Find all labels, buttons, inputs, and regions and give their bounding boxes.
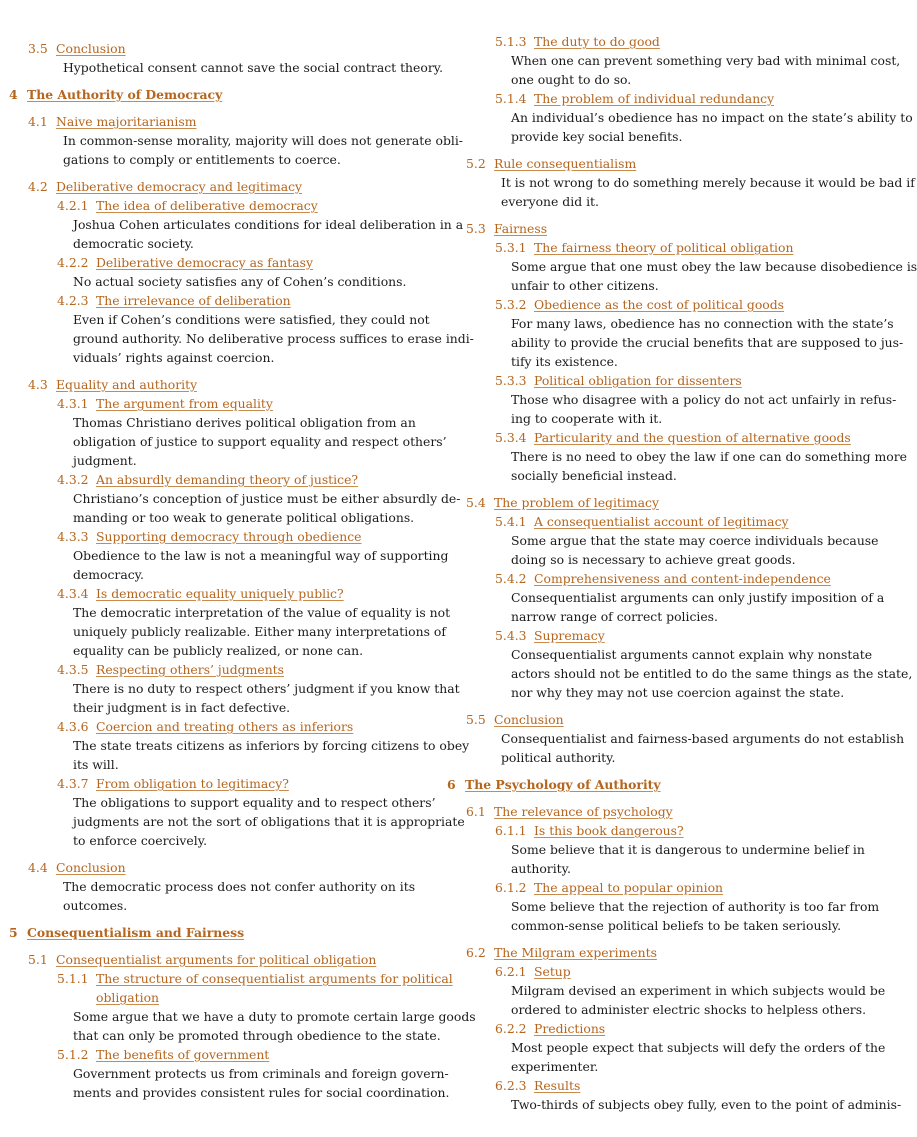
entry-summary-line: democratic society. — [73, 236, 194, 251]
toc-entry-number: 6.1 — [466, 804, 486, 819]
entry-summary-line: gations to comply or entitlements to coerce. — [63, 152, 341, 167]
toc-subsection-link[interactable] — [495, 569, 831, 588]
toc-entry-title: The problem of legitimacy — [494, 495, 659, 510]
toc-entry-title: Particularity and the question of alternative goods — [534, 430, 851, 445]
entry-summary-line: everyone did it. — [501, 194, 599, 209]
toc-entry-title: The fairness theory of political obligation — [534, 240, 794, 255]
toc-entry-title: From obligation to legitimacy? — [96, 776, 289, 791]
toc-entry-title: Deliberative democracy as fantasy — [96, 255, 313, 270]
entry-summary-line: There is no duty to respect others’ judgment if you know that — [73, 681, 460, 696]
toc-entry-number: 6.1.1 — [495, 823, 527, 838]
entry-summary-line: Milgram devised an experiment in which subjects would be — [511, 983, 886, 998]
toc-entry-title: Deliberative democracy and legitimacy — [56, 179, 303, 194]
entry-summary-line: Some believe that the rejection of authority is too far from — [511, 899, 880, 914]
entry-summary-line: The democratic process does not confer authority on its — [63, 879, 416, 894]
entry-summary-line: nor why they may not use coercion against the state. — [511, 685, 845, 700]
toc-entry-number: 6.2.2 — [495, 1021, 527, 1036]
entry-summary-line: political authority. — [501, 750, 616, 765]
toc-entry-number: 5.3.1 — [495, 240, 527, 255]
toc-subsection-link[interactable] — [495, 626, 605, 645]
toc-entry-number: 4 — [9, 87, 18, 102]
entry-summary-line: Joshua Cohen articulates conditions for ideal deliberation in a — [73, 217, 464, 232]
entry-summary-line: It is not wrong to do something merely because it would be bad if — [501, 175, 915, 190]
entry-summary-line: Government protects us from criminals and foreign govern- — [73, 1066, 449, 1081]
entry-summary-line: Consequentialist arguments cannot explain why nonstate — [511, 647, 873, 662]
entry-summary-line: Obedience to the law is not a meaningful way of supporting — [73, 548, 449, 563]
toc-subsection-link[interactable] — [57, 253, 313, 272]
entry-summary-line: that can only be promoted through obedience to the state. — [73, 1028, 441, 1043]
toc-entry-title: Comprehensiveness and content-independence — [534, 571, 831, 586]
entry-summary-line: democracy. — [73, 567, 144, 582]
toc-entry-number: 5.4.2 — [495, 571, 527, 586]
entry-summary-line: Most people expect that subjects will defy the orders of the — [511, 1040, 886, 1055]
toc-section-link[interactable] — [28, 375, 197, 394]
toc-entry-title: Consequentialism and Fairness — [27, 925, 245, 940]
toc-entry-title: The Milgram experiments — [494, 945, 657, 960]
toc-entry-title: Supporting democracy through obedience — [96, 529, 362, 544]
toc-subsection-link-continued[interactable]: obligation — [96, 990, 160, 1005]
toc-entry-number: 4.3.7 — [57, 776, 89, 791]
toc-entry-title: The idea of deliberative democracy — [96, 198, 318, 213]
toc-entry-number: 4.1 — [28, 114, 48, 129]
toc-entry-title: Obedience as the cost of political goods — [534, 297, 785, 312]
entry-summary-line: provide key social benefits. — [511, 129, 683, 144]
toc-entry-title: The relevance of psychology — [494, 804, 673, 819]
toc-entry-number: 6.2 — [466, 945, 486, 960]
toc-subsection-link[interactable] — [57, 291, 291, 310]
toc-entry-number: 4.4 — [28, 860, 48, 875]
toc-entry-number: 5.3.4 — [495, 430, 527, 445]
toc-entry-title: Respecting others’ judgments — [96, 662, 285, 677]
toc-chapter-link[interactable] — [9, 923, 244, 942]
toc-subsection-link[interactable] — [57, 196, 318, 215]
entry-summary-line: The obligations to support equality and to respect others’ — [73, 795, 436, 810]
toc-entry-number: 5.1.3 — [495, 34, 527, 49]
toc-entry-title: The structure of consequentialist arguments for political — [96, 971, 453, 986]
toc-entry-title: Political obligation for dissenters — [534, 373, 742, 388]
toc-entry-number: 4.2.2 — [57, 255, 89, 270]
toc-subsection-link[interactable] — [495, 371, 742, 390]
toc-subsection-link[interactable] — [495, 821, 684, 840]
entry-summary-line: authority. — [511, 861, 571, 876]
entry-summary-line: its will. — [73, 757, 119, 772]
toc-subsection-link[interactable] — [57, 1045, 269, 1064]
entry-summary-line: Some argue that we have a duty to promote certain large goods — [73, 1009, 476, 1024]
entry-summary-line: experimenter. — [511, 1059, 599, 1074]
entry-summary-line: Hypothetical consent cannot save the social contract theory. — [63, 60, 444, 75]
entry-summary-line: ability to provide the crucial benefits that are supposed to jus- — [511, 335, 904, 350]
toc-section-link[interactable] — [28, 858, 126, 877]
toc-subsection-link[interactable] — [495, 1076, 580, 1095]
toc-subsection-link[interactable] — [495, 32, 660, 51]
entry-summary-line: common-sense political beliefs to be taken seriously. — [511, 918, 842, 933]
entry-summary-line: ground authority. No deliberative process suffices to erase indi- — [73, 331, 474, 346]
toc-entry-number: 4.2 — [28, 179, 48, 194]
toc-entry-title: The argument from equality — [96, 396, 273, 411]
entry-summary-line: When one can prevent something very bad with minimal cost, — [511, 53, 901, 68]
toc-entry-title: Fairness — [494, 221, 548, 236]
toc-entry-title: Setup — [534, 964, 571, 979]
toc-entry-title: The irrelevance of deliberation — [96, 293, 291, 308]
toc-section-link[interactable] — [466, 493, 659, 512]
toc-entry-title: A consequentialist account of legitimacy — [534, 514, 789, 529]
entry-summary-line: narrow range of correct policies. — [511, 609, 718, 624]
toc-section-link[interactable] — [28, 950, 376, 969]
toc-entry-title: The duty to do good — [534, 34, 660, 49]
toc-entry-number: 5.4 — [466, 495, 486, 510]
toc-subsection-link[interactable] — [57, 969, 453, 988]
toc-subsection-link[interactable] — [57, 584, 344, 603]
toc-entry-number: 4.2.3 — [57, 293, 89, 308]
toc-entry-number: 5.1 — [28, 952, 48, 967]
toc-entry-number: 4.3.3 — [57, 529, 89, 544]
entry-summary-line: to enforce coercively. — [73, 833, 208, 848]
entry-summary-line: judgment. — [73, 453, 137, 468]
toc-entry-number: 5.1.2 — [57, 1047, 89, 1062]
entry-summary-line: outcomes. — [63, 898, 128, 913]
toc-entry-number: 4.3 — [28, 377, 48, 392]
toc-section-link[interactable] — [466, 219, 547, 238]
toc-subsection-link[interactable] — [495, 295, 784, 314]
toc-subsection-link[interactable] — [495, 428, 851, 447]
toc-entry-title: Rule consequentialism — [494, 156, 637, 171]
toc-entry-number: 6 — [447, 777, 456, 792]
toc-entry-number: 4.3.6 — [57, 719, 89, 734]
entry-summary-line: Christiano’s conception of justice must be either absurdly de- — [73, 491, 461, 506]
toc-subsection-link[interactable] — [495, 89, 774, 108]
entry-summary-line: For many laws, obedience has no connection with the state’s — [511, 316, 894, 331]
entry-summary-line: Some argue that one must obey the law because disobedience is — [511, 259, 917, 274]
entry-summary-line: Those who disagree with a policy do not act unfairly in refus- — [511, 392, 897, 407]
toc-entry-title: Is democratic equality uniquely public? — [96, 586, 344, 601]
entry-summary-line: uniquely publicly realizable. Either many interpretations of — [73, 624, 446, 639]
toc-entry-number: 3.5 — [28, 41, 48, 56]
toc-entry-title: The Authority of Democracy — [27, 87, 223, 102]
toc-entry-title: Conclusion — [56, 860, 126, 875]
entry-summary-line: judgments are not the sort of obligations that it is appropriate — [73, 814, 465, 829]
toc-section-link[interactable] — [466, 802, 673, 821]
entry-summary-line: ordered to administer electric shocks to helpless others. — [511, 1002, 867, 1017]
entry-summary-line: Two-thirds of subjects obey fully, even to the point of adminis- — [511, 1097, 902, 1112]
toc-entry-number: 4.2.1 — [57, 198, 89, 213]
entry-summary-line: The democratic interpretation of the value of equality is not — [73, 605, 451, 620]
entry-summary-line: Consequentialist arguments can only justify imposition of a — [511, 590, 885, 605]
toc-entry-title: An absurdly demanding theory of justice? — [96, 472, 359, 487]
toc-entry-number: 6.2.1 — [495, 964, 527, 979]
toc-entry-number: 4.3.2 — [57, 472, 89, 487]
toc-subsection-link[interactable] — [57, 660, 284, 679]
toc-chapter-link[interactable] — [9, 85, 222, 104]
toc-section-link[interactable] — [466, 710, 564, 729]
entry-summary-line: one ought to do so. — [511, 72, 632, 87]
entry-summary-line: obligation of justice to support equality and respect others’ — [73, 434, 447, 449]
toc-entry-title: Supremacy — [534, 628, 605, 643]
entry-summary-line: equality can be publicly realized, or none can. — [73, 643, 364, 658]
entry-summary-line: manding or too weak to generate political obligations. — [73, 510, 415, 525]
toc-entry-title: Conclusion — [494, 712, 564, 727]
toc-entry-title: Results — [534, 1078, 581, 1093]
entry-summary-line: their judgment is in fact defective. — [73, 700, 291, 715]
toc-entry-number: 5.1.1 — [57, 971, 89, 986]
entry-summary-line: Thomas Christiano derives political obligation from an — [73, 415, 416, 430]
entry-summary-line: ments and provides consistent rules for social coordination. — [73, 1085, 450, 1100]
entry-summary-line: viduals’ rights against coercion. — [73, 350, 275, 365]
toc-entry-number: 6.1.2 — [495, 880, 527, 895]
toc-subsection-link[interactable] — [57, 527, 362, 546]
toc-entry-number: 5.2 — [466, 156, 486, 171]
entry-summary-line: actors should not be entitled to do the same things as the state, — [511, 666, 913, 681]
entry-summary-line: There is no need to obey the law if one can do something more — [511, 449, 908, 464]
toc-entry-number: 5 — [9, 925, 18, 940]
entry-summary-line: Even if Cohen’s conditions were satisfied, they could not — [73, 312, 430, 327]
entry-summary-line: An individual’s obedience has no impact on the state’s ability to — [511, 110, 913, 125]
toc-entry-number: 5.1.4 — [495, 91, 527, 106]
entry-summary-line: unfair to other citizens. — [511, 278, 659, 293]
toc-section-link[interactable] — [28, 39, 126, 58]
entry-summary-line: In common-sense morality, majority will does not generate obli- — [63, 133, 463, 148]
entry-summary-line: Some believe that it is dangerous to undermine belief in — [511, 842, 865, 857]
entry-summary-line: Some argue that the state may coerce individuals because — [511, 533, 879, 548]
toc-entry-number: 4.3.1 — [57, 396, 89, 411]
toc-entry-title: Consequentialist arguments for political obligation — [56, 952, 377, 967]
toc-subsection-link[interactable] — [495, 878, 723, 897]
toc-entry-title: Coercion and treating others as inferiors — [96, 719, 354, 734]
toc-section-link[interactable] — [28, 177, 302, 196]
toc-section-link[interactable] — [466, 154, 636, 173]
toc-entry-title: Is this book dangerous? — [534, 823, 684, 838]
entry-summary-line: ing to cooperate with it. — [511, 411, 663, 426]
toc-entry-number: 4.3.4 — [57, 586, 89, 601]
toc-subsection-link[interactable] — [495, 512, 789, 531]
toc-subsection-link[interactable] — [57, 394, 273, 413]
toc-subsection-link[interactable] — [495, 962, 571, 981]
toc-entry-number: 5.3.3 — [495, 373, 527, 388]
toc-entry-number: 5.4.3 — [495, 628, 527, 643]
toc-entry-number: 4.3.5 — [57, 662, 89, 677]
toc-entry-title: Naive majoritarianism — [56, 114, 197, 129]
toc-entry-title: The problem of individual redundancy — [534, 91, 775, 106]
entry-summary-line: doing so is necessary to achieve great goods. — [511, 552, 796, 567]
toc-chapter-link[interactable] — [447, 775, 661, 794]
toc-entry-number: 5.3 — [466, 221, 486, 236]
toc-subsection-link[interactable] — [495, 238, 793, 257]
entry-summary-line: Consequentialist and fairness-based arguments do not establish — [501, 731, 905, 746]
toc-entry-title: The benefits of government — [96, 1047, 270, 1062]
entry-summary-line: The state treats citizens as inferiors by forcing citizens to obey — [73, 738, 470, 753]
toc-subsection-link[interactable] — [495, 1019, 605, 1038]
toc-entry-title: Conclusion — [56, 41, 126, 56]
toc-entry-number: 5.3.2 — [495, 297, 527, 312]
toc-entry-title: Predictions — [534, 1021, 606, 1036]
toc-entry-number: 5.4.1 — [495, 514, 527, 529]
entry-summary-line: socially beneficial instead. — [511, 468, 677, 483]
toc-subsection-link[interactable] — [57, 774, 289, 793]
toc-entry-title: The appeal to popular opinion — [534, 880, 724, 895]
toc-subsection-link[interactable] — [57, 470, 358, 489]
entry-summary-line: No actual society satisfies any of Cohen’s conditions. — [73, 274, 407, 289]
entry-summary-line: tify its existence. — [511, 354, 618, 369]
toc-entry-number: 5.5 — [466, 712, 486, 727]
toc-entry-title: The Psychology of Authority — [465, 777, 661, 792]
toc-section-link[interactable] — [466, 943, 657, 962]
toc-subsection-link[interactable] — [57, 717, 353, 736]
toc-section-link[interactable] — [28, 112, 196, 131]
toc-entry-number: 6.2.3 — [495, 1078, 527, 1093]
toc-entry-title: Equality and authority — [56, 377, 198, 392]
